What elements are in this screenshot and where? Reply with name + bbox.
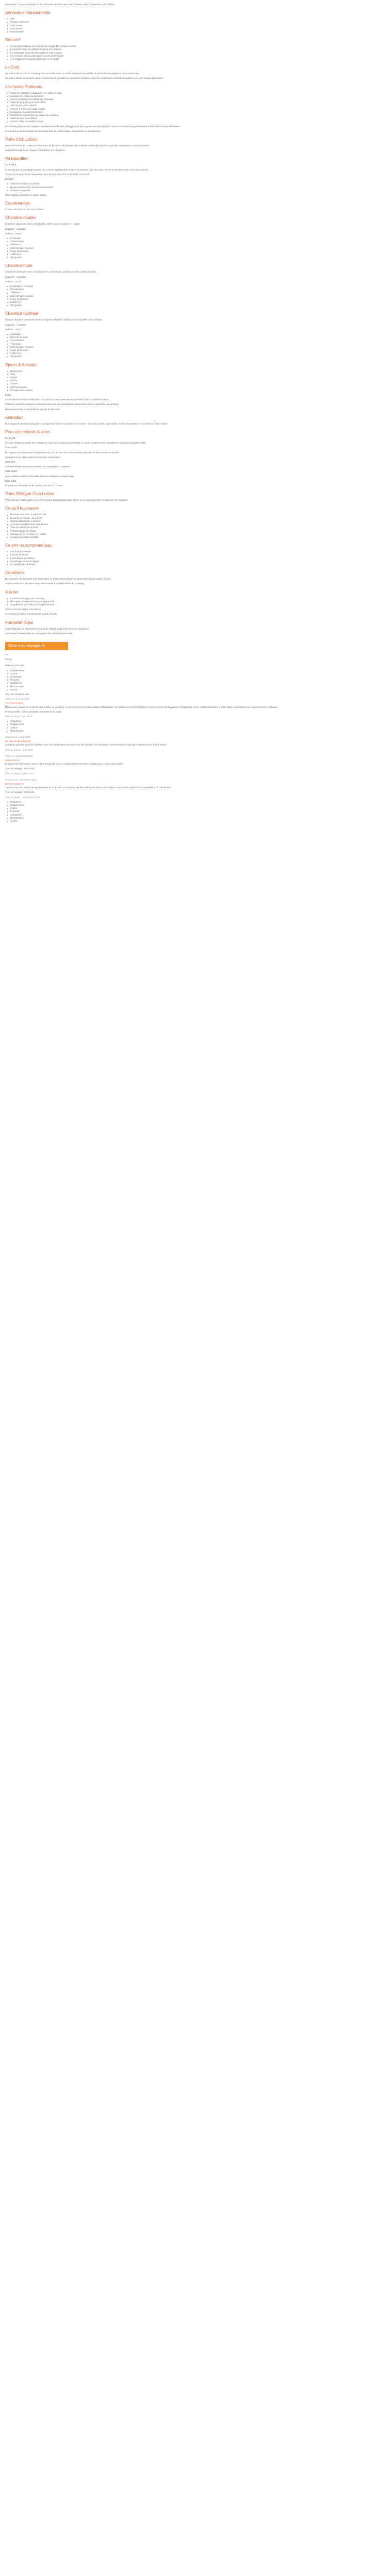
review-body: Très bon accueil, personnel sympathique et à l'écoute. Le camping est bien situé pour découvrir la région. Nous avons apprécié la tranquillité en fin de saison. [5,786,171,789]
list-item: Coffre-fort [10,253,386,256]
sports-list [5,370,386,392]
review-meta: Séjourné le 3 août 2020 [5,736,30,739]
loisirs-list [5,92,386,124]
list-item: Restauration [10,730,386,733]
criteria-list [5,669,386,691]
list-item: L'assurance annulation [10,557,386,560]
reviews-sort-link[interactable]: Voir les 4 derniers avis [5,692,29,696]
review-title: Séjour correct [5,759,20,762]
kids-paragraph: Le club enfants accueille les enfants de 4 à 12 ans du lundi au vendredi, le matin et l'après-midi, pendant les vacances scolaires d'été. [5,442,146,445]
formalities-paragraph: Carte d'identité ou passeport en cours de validité exigé pour tous les voyageurs. [5,627,90,630]
review-extra: Type de voyage : En couple [5,767,35,770]
list-item: Équipements [10,804,386,807]
restaurant-name: LE SABLE [5,163,17,166]
list-item: Golf à proximité [10,386,386,389]
review-date: Date du séjour : juin 2021 [5,715,32,718]
list-item: Glaces et boissons fraîches [10,182,386,185]
sports-title: Sports & Activités [5,362,38,367]
info-title: Ce qu'il faut savoir [5,506,39,511]
kids-sub: Club Junior [5,470,18,473]
room-double-title: Chambre double [5,215,36,221]
list-item: La taxe de séjour [10,553,386,556]
list-item: Terrain multisports et terrain de pétanque [10,98,386,101]
restaurant-hours: Ouvert du 1er juin au 15 septembre, tous les jours de 12h à 14h et de 19h à 22h. [5,173,90,176]
kids-paragraph: Programme d'activités et de sorties pour les 13-17 ans. [5,484,63,487]
list-item: Piscine extérieure [10,21,386,24]
list-item: Horaires d'arrivée : à partir de 16h [10,513,386,516]
list-item: Retransmission des événements sportifs [10,186,386,189]
restaurant-paragraph: Le restaurant du camping propose une cuisine traditionnelle à base de produits frais et locaux, servie en terrasse avec vue sur la piscine. [5,168,149,171]
intro-text: Découvrez 21 jeux, campings et 12 carrés en camping avec la Fermeture Légé Campionne, Aire Côtière. [5,3,116,6]
list-item: Télévision [10,243,386,246]
room-surface: Surface : 15 m² [5,232,22,235]
list-item: Supplément pour véhicule supplémentaire [10,603,386,606]
loisirs-paragraph: Le camping dispose d'un espace aquatique chauffé avec toboggans et pataugeoire pour les enfants. Les transats sont mis gratuitement à disposition autour du bassin. [5,125,180,128]
list-item: Horaires de départ : avant 10h [10,517,386,520]
list-item: Climatisation [10,240,386,243]
review-title: Très beau séjour [5,702,23,705]
room-features [5,237,386,259]
list-item: Qualité/prix [10,814,386,817]
loisirs-paragraph: Les animaux sont acceptés sur demande lors de la réservation, moyennant un supplément. [5,129,101,132]
delegate-title: Votre Délégué Club Loisirs [5,492,54,497]
list-item: Restauration [10,817,386,820]
list-item: Soirées à thème en haute saison [10,108,386,111]
delegate-paragraph: Votre délégué Club Loisirs est à votre écoute pendant tout votre séjour pour vous conseiller et organiser vos activités. [5,499,128,502]
votre-club-paragraph: Votre club loisirs est ouvert tous les jours de la saison et propose des activités variées pour petits et grands, en journée comme en soirée. [5,144,150,147]
conditions-paragraph: Toute modification de réservation est soumise à la disponibilité du camping. [5,582,85,585]
list-item: Propreté [10,679,386,682]
list-item: La réception est ouverte tous les jours de 8h à 20h [10,55,386,58]
page [0,0,391,831]
list-item: Salle de bain privative [10,247,386,250]
list-item: Table de ping-pong en accès libre [10,101,386,104]
room-surface: Surface : 20 m² [5,280,22,283]
guest-score-label: Moyen [5,658,12,661]
list-item: Randonnée [10,370,386,373]
not-included-list [5,550,386,566]
review-title: Bonnes vacances [5,783,24,786]
list-item: Cours de natation et d'aquagym en juillet et août [10,92,386,95]
room-capacity: Capacité : 4 adultes [5,323,26,326]
club-paragraph: Situé en bord de mer, le camping vous accueille dans un cadre verdoyant et paisible, à proximité des plages et des commerces. [5,72,139,75]
list-item: Salle de jeux avec billard [10,117,386,120]
note-list [5,597,386,607]
list-item: Randonnées pédestres au départ du camping [10,114,386,117]
info-list [5,513,386,539]
list-item: Sentier côtier accessible à pied [10,120,386,123]
kids-paragraph: Jeux, ateliers créatifs et activités sportives adaptés à chaque âge. [5,474,74,478]
kids-paragraph: Un espace est réservé aux adolescents de 13 à 17 ans avec des activités sportives et des sorties encadrées. [5,451,120,454]
room-triple-title: Chambre triple [5,263,32,268]
kids-title: Pour vos enfants & ados [5,430,51,435]
list-item: Climatisation [10,30,386,33]
room-features [5,285,386,307]
room-description: Grande chambre composée de deux espaces séparés, idéale pour les familles avec enfants. [5,318,103,321]
contact-text: Chemin du bord de mer, Aire Côtière. [5,208,44,211]
note-title: À noter [5,589,19,595]
list-item: Taxe de séjour non incluse [10,526,386,529]
guest-based-on: Basé sur 150 avis [5,664,24,667]
list-item: Wifi gratuit [10,304,386,307]
bar-name: LE BAR [5,178,14,181]
list-item: Kayak [10,376,386,379]
review-scores [5,801,386,823]
list-item: Calme [10,672,386,675]
list-item: Club enfant [10,24,386,27]
list-item: Équipements [10,723,386,726]
formalities-title: Formalité Grise [5,620,34,625]
not-included-title: Ce prix ne comprend pas [5,543,52,548]
conditions-title: Conditions [5,570,25,575]
list-item: Chambres [10,720,386,723]
kids-sub: Club Ados [5,479,16,482]
room-description: Chambre lumineuse avec un lit double et un lit simple, parfaite pour les petites familles. [5,270,97,274]
list-item: Lit double [10,333,386,336]
list-item: Sports [10,820,386,823]
list-item: Salle de bain privative [10,295,386,298]
review-item [5,778,386,823]
sports-paragraph: Renseignements et réservations auprès de l'accueil. [5,408,60,411]
note-paragraph: Le respect du calme est demandé à partir de 23h. [5,613,58,616]
list-item: Plongée sous-marine [10,389,386,392]
list-item: Coffre-fort [10,352,386,355]
club-title: Le Club [5,65,20,70]
review-scores [5,720,386,733]
loisirs-title: Les loisirs Pratiques [5,84,42,89]
conditions-paragraph: Un acompte est demandé à la réservation, le solde étant à régler au plus tard 30 jours avant l'arrivée. [5,578,111,581]
list-item: Ménage de fin de séjour en option [10,533,386,536]
list-item: Équipements [10,669,386,672]
list-item: Linge de lit fourni [10,298,386,301]
kids-sub: Club Mini [5,461,15,464]
list-item: Parking gratuit sur place [10,530,386,533]
room-surface: Surface : 28 m² [5,328,22,331]
list-item: Linge de lit fourni [10,349,386,352]
resume-title: Résumé [5,38,21,43]
kids-paragraph: Activités d'éveil pour les tout-petits, accompagnés d'un parent. [5,465,71,468]
list-item: Wifi gratuit [10,256,386,259]
contact-title: Coordonnées [5,201,30,206]
review-date: Date du séjour : juillet 2020 [5,772,34,775]
list-item: Calme [10,726,386,730]
review-extra: Type de voyage : En famille [5,791,35,794]
list-item: Les frais de dossier [10,550,386,553]
list-item: Sports [10,688,386,691]
list-item: Snacks à emporter [10,189,386,192]
list-item: Animations [10,27,386,30]
review-item [5,698,386,733]
list-item: Climatisation [10,288,386,291]
list-item: La grande plage de galets se trouve à 5 minutes [10,48,386,51]
kids-sub: LE CLUB [5,437,15,440]
services-list [5,18,386,33]
list-item: Deux lits simples [10,336,386,339]
services-title: Services et équipements [5,10,51,15]
review-date: Date du séjour : août 2020 [5,748,34,751]
list-item: Chambres [10,801,386,804]
room-family-title: Chambre familiale [5,311,39,316]
sports-paragraph: Certaines activités nautiques sont proposées par des prestataires partenaires situés à proximité du camping. [5,403,119,406]
note-paragraph: Tenue correcte exigée à la piscine. [5,608,42,611]
room-capacity: Capacité : 2 adultes [5,227,26,230]
sports-paragraph: Accès libre au terrain multisports, à la piscine et aux aires de jeux pendant toute la durée du séjour. [5,398,109,401]
resume-list [5,45,386,61]
list-item: Salle de bain privative [10,346,386,349]
guest-score: 3.5 [5,653,9,656]
animation-title: Animation [5,415,24,420]
review-meta: Séjourné le 2 septembre 2019 [5,778,37,781]
list-item: Le restaurant principal est ouvert en haute saison [10,52,386,55]
room-description: Chambre spacieuse avec un lit double, idéale pour un séjour en couple. [5,223,80,226]
guest-reviews-banner: Note des voyageurs [5,642,68,650]
room-features [5,333,386,359]
list-item: Restauration [10,685,386,688]
list-item: Fonction messager par camping [10,597,386,600]
list-item: Location de kayaks à proximité [10,111,386,114]
list-item: Lit double et lit simple [10,285,386,288]
restaurant-note: Réservation conseillée en haute saison. [5,193,47,196]
list-item: Qualité/prix [10,682,386,685]
review-body: Camping agréable pour les familles, avec de nombreuses activités pour les enfants. Les sanitaires pourraient être un peu plus entretenus en haute saison. [5,743,168,747]
list-item: Télévision [10,291,386,294]
kids-sub: LES ADOS [5,446,17,449]
votre-club-title: Votre Club Loisirs [5,137,38,142]
review-extra: Points positifs : calme, propreté, proximité de la plage. [5,710,62,713]
list-item: Réception fermée le dimanche après-midi [10,600,386,603]
list-item: Location de vélos à la réception [10,95,386,98]
review-meta: Séjourné le 20 juillet 2020 [5,754,32,757]
bar-list [5,182,386,192]
list-item: Climatisation [10,339,386,342]
kids-paragraph: Inscriptions sur place auprès de l'équipe d'animation. [5,455,61,459]
review-body: Emplacement bien situé mais un peu bruyant le soir. Le restaurant est de bonne qualité pour un prix raisonnable. [5,762,124,766]
list-item: Linge de lit fourni [10,250,386,253]
review-meta: Séjourné le 8 juin 2021 [5,698,29,701]
list-item: Vélo [10,373,386,376]
list-item: Propreté [10,810,386,813]
review-date: Date du séjour : septembre 2019 [5,795,40,799]
list-item: Chambres [10,675,386,679]
list-item: Lit double [10,237,386,240]
sports-included-label: Inclus [5,394,12,397]
list-item: Aire de jeux pour enfants [10,104,386,107]
votre-club-paragraph: Inscriptions auprès de l'équipe d'animation à la réception. [5,149,66,152]
review-body: Nous avons passé un excellent séjour dans ce camping. Le personnel est très accueillant et disponible, les emplacements sont propres et bien entretenus. La piscine est agréable et les enfants ont adoré le club. Nous reviendrons avec plaisir l'année prochaine. [5,705,278,708]
review-item [5,736,386,752]
review-item [5,755,386,775]
review-title: Un bon camping familial [5,740,31,743]
list-item: Calme [10,807,386,810]
list-item: Télévision [10,343,386,346]
list-item: Tennis [10,382,386,385]
list-item: Caution demandée à l'arrivée [10,520,386,523]
list-item: Le ménage de fin de séjour [10,560,386,563]
list-item: Wifi gratuit [10,355,386,358]
restauration-title: Restauration [5,156,29,161]
list-item: Coffre-fort [10,301,386,304]
list-item: Wifi [10,18,386,21]
formalities-paragraph: Les mineurs doivent être accompagnés d'un adulte responsable. [5,632,73,635]
list-item: Les emplacements sont ombragés et délimités [10,58,386,61]
room-capacity: Capacité : 3 adultes [5,275,26,278]
list-item: Location de draps possible [10,536,386,539]
club-paragraph: Un club enfants est proposé pour les plus jeunes pendant les vacances scolaires, avec de nombreuses activités encadrées par une équipe d'animation. [5,77,165,80]
list-item: Pêche [10,379,386,382]
animation-paragraph: Une équipe d'animation propose un programme varié en journée et en soirée : tournois sportifs, spectacles, soirées dansantes et concerts en haute saison. [5,422,168,425]
list-item: Le supplément animaux [10,563,386,566]
list-item: Le camping dispose de 3 étoiles et compte 120 emplacements [10,45,386,48]
list-item: Animaux acceptés avec supplément [10,523,386,526]
